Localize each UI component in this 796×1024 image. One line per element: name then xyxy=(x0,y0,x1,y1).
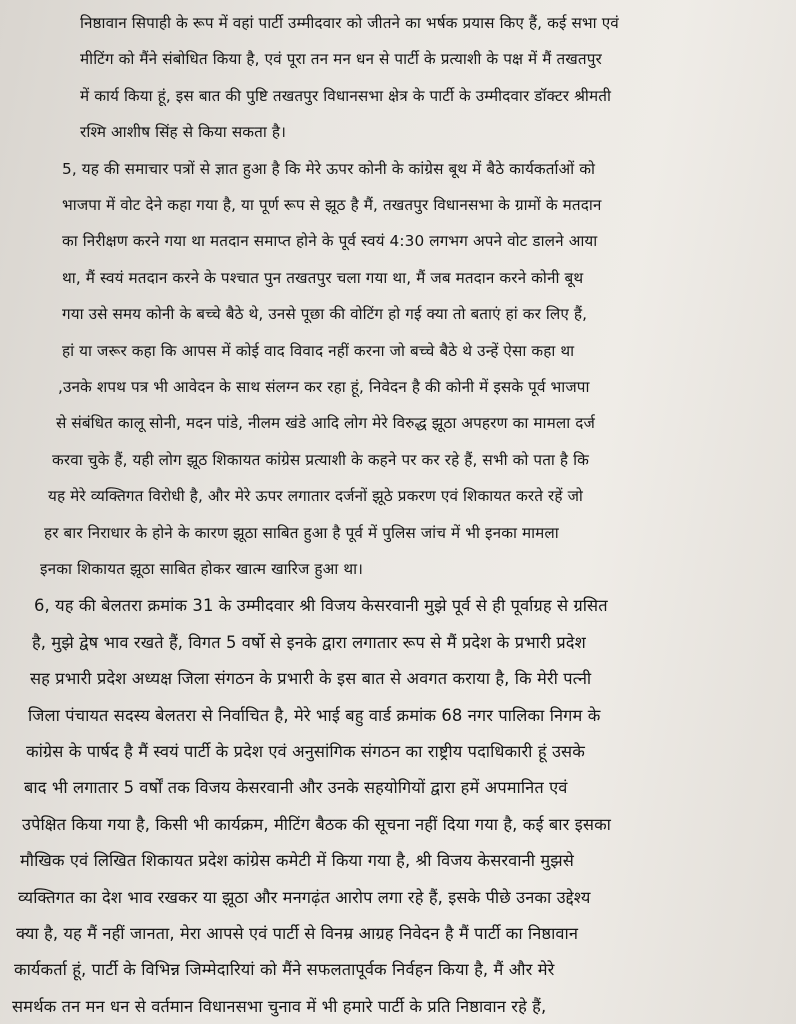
text-line: कांग्रेस के पार्षद है मैं स्वयं पार्टी के प्रदेश एवं अनुसांगिक संगठन का राष्ट्रीय पदाधिकारी हूं उसके xyxy=(26,742,585,761)
text-line: का निरीक्षण करने गया था मतदान समाप्त होने के पूर्व स्वयं 4:30 लगभग अपने वोट डालने आया xyxy=(62,232,598,251)
text-line: ,उनके शपथ पत्र भी आवेदन के साथ संलग्न कर रहा हूं, निवेदन है की कोनी में इसके पूर्व भाजपा xyxy=(58,378,590,396)
text-line: सह प्रभारी प्रदेश अध्यक्ष जिला संगठन के प्रभारी के इस बात से अवगत कराया है, कि मेरी पत्नी xyxy=(30,669,592,689)
text-line: बाद भी लगातार 5 वर्षों तक विजय केसरवानी और उनके सहयोगियों द्वारा हमें अपमानित एवं xyxy=(24,778,568,798)
text-line: कार्यकर्ता हूं, पार्टी के विभिन्न जिम्मेदारियां को मैंने सफलतापूर्वक निर्वहन किया है, मैं और मेरे xyxy=(14,960,555,980)
text-line: था, मैं स्वयं मतदान करने के पश्चात पुन तखतपुर चला गया था, मैं जब मतदान करने कोनी बूथ xyxy=(62,268,584,287)
text-line: से संबंधित कालू सोनी, मदन पांडे, नीलम खंडे आदि लोग मेरे विरुद्ध झूठा अपहरण का मामला दर्ज xyxy=(56,414,595,433)
text-line: क्या है, यह मैं नहीं जानता, मेरा आपसे एवं पार्टी से विनम्र आग्रह निवेदन है मैं पार्टी का निष्ठावान xyxy=(16,924,579,943)
text-line: उपेक्षित किया गया है, किसी भी कार्यक्रम, मीटिंग बैठक की सूचना नहीं दिया गया है, कई बार इसका xyxy=(22,814,612,834)
text-line: भाजपा में वोट देने कहा गया है, या पूर्ण रूप से झूठ है मैं, तखतपुर विधानसभा के ग्रामों के मतदान xyxy=(62,196,602,214)
text-line: में कार्य किया हूं, इस बात की पुष्टि तखतपुर विधानसभा क्षेत्र के पार्टी के उम्मीदवार डॉक्टर श्रीमती xyxy=(80,86,612,105)
text-line: 5, यह की समाचार पत्रों से ज्ञात हुआ है कि मेरे ऊपर कोनी के कांग्रेस बूथ में बैठे कार्यकर्ताओं को xyxy=(62,159,596,178)
text-line: निष्ठावान सिपाही के रूप में वहां पार्टी उम्मीदवार को जीतने का भर्षक प्रयास किए हैं, कई सभा एवं xyxy=(80,14,619,32)
text-line: हां या जरूर कहा कि आपस में कोई वाद विवाद नहीं करना जो बच्चे बैठे थे उन्हें ऐसा कहा था xyxy=(62,341,575,360)
text-line: जिला पंचायत सदस्य बेलतरा से निर्वाचित है, मेरे भाई बहु वार्ड क्रमांक 68 नगर पालिका निगम के xyxy=(28,705,601,725)
text-line: मौखिक एवं लिखित शिकायत प्रदेश कांग्रेस कमेटी में किया गया है, श्री विजय केसरवानी मुझसे xyxy=(20,851,574,871)
text-line: गया उसे समय कोनी के बच्चे बैठे थे, उनसे पूछा की वोटिंग हो गई क्या तो बताएं हां कर लिए हैं, xyxy=(62,305,588,324)
text-line: मीटिंग को मैंने संबोधित किया है, एवं पूरा तन मन धन से पार्टी के प्रत्याशी के पक्ष में मैं तखतपुर xyxy=(80,50,602,69)
text-line: है, मुझे द्वेष भाव रखते हैं, विगत 5 वर्षो से इनके द्वारा लगातार रूप से मैं प्रदेश के प्रभारी प्रदेश xyxy=(32,632,586,652)
text-line: समर्थक तन मन धन से वर्तमान विधानसभा चुनाव में भी हमारे पार्टी के प्रति निष्ठावान रहे हैं, xyxy=(12,996,547,1016)
text-line: 6, यह की बेलतरा क्रमांक 31 के उम्मीदवार श्री विजय केसरवानी मुझे पूर्व से ही पूर्वाग्रह से ग्रसित xyxy=(34,596,608,616)
text-line: इनका शिकायत झूठा साबित होकर खात्म खारिज हुआ था। xyxy=(40,560,364,578)
text-line: रश्मि आशीष सिंह से किया सकता है। xyxy=(80,123,286,142)
text-line: व्यक्तिगत का देश भाव रखकर या झूठा और मनगढ़ंत आरोप लगा रहे हैं, इसके पीछे उनका उद्देश्य xyxy=(18,887,591,907)
text-line: यह मेरे व्यक्तिगत विरोधी है, और मेरे ऊपर लगातार दर्जनों झूठे प्रकरण एवं शिकायत करते रहें जो xyxy=(48,487,583,506)
text-line: करवा चुके हैं, यही लोग झूठ शिकायत कांग्रेस प्रत्याशी के कहने पर कर रहे हैं, सभी को पता है कि xyxy=(52,450,589,469)
text-line: हर बार निराधार के होने के कारण झूठा साबित हुआ है पूर्व में पुलिस जांच में भी इनका मामला xyxy=(44,523,559,542)
